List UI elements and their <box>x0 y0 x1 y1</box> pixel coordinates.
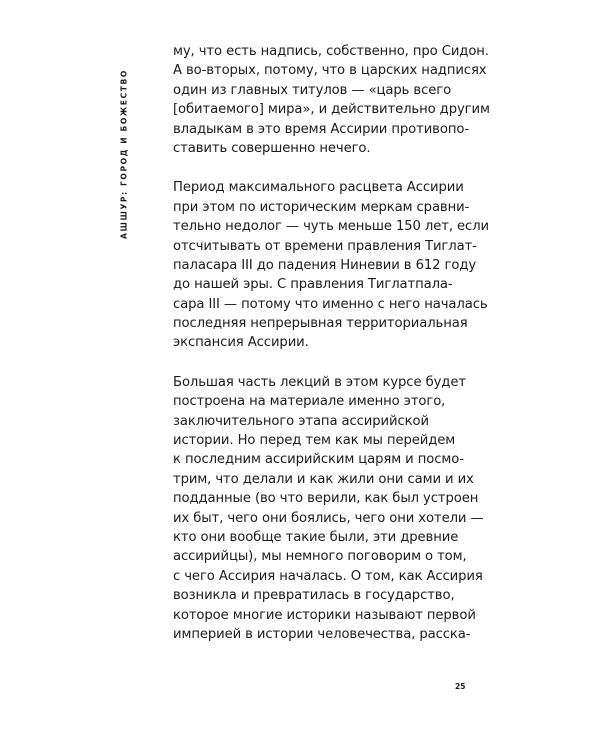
text-line: сара III — потому что именно с него началась <box>173 296 488 312</box>
text-line: [обитаемого] мира», и действительно другим <box>173 102 490 118</box>
text-line: империей в истории человечества, расска- <box>173 626 471 642</box>
text-line: трим, что делали и как жили они сами и их <box>173 471 474 487</box>
text-line: построена на материале именно этого, <box>173 394 446 410</box>
text-line: их быт, чего они боялись, чего они хотели — <box>173 510 484 526</box>
text-line: кто они вообще такие были, эти древние <box>173 529 459 545</box>
text-line: последняя непрерывная территориальная <box>173 316 468 332</box>
text-line: паласара III до падения Ниневии в 612 году <box>173 257 477 273</box>
text-line: с чего Ассирия началась. О том, как Ассирия <box>173 568 483 584</box>
text-line: возникла и превратилась в государство, <box>173 588 455 604</box>
text-line: отсчитывать от времени правления Тиглат- <box>173 238 477 254</box>
page-number: 25 <box>455 682 466 691</box>
text-line: Период максимального расцвета Ассирии <box>173 180 464 196</box>
body-text <box>173 42 493 664</box>
text-line: заключительного этапа ассирийской <box>173 413 429 429</box>
text-line: которое многие историки называют первой <box>173 607 476 623</box>
text-line: А во-вторых, потому, что в царских надписях <box>173 63 487 79</box>
text-line: му, что есть надпись, собственно, про Сидон. <box>173 44 489 59</box>
paragraph-3 <box>173 373 493 644</box>
paragraph-1 <box>173 42 493 158</box>
text-line: Большая часть лекций в этом курсе будет <box>173 374 466 390</box>
text-line: владыкам в это время Ассирии противопо- <box>173 121 469 137</box>
text-line: один из главных титулов — «царь всего <box>173 82 452 98</box>
paragraph-2 <box>173 178 493 353</box>
text-line: подданные (во что верили, как был устроен <box>173 491 479 507</box>
text-line: при этом по историческим меркам сравни- <box>173 199 470 215</box>
text-line: истории. Но перед тем как мы перейдем <box>173 433 456 449</box>
text-line: ассирийцы), мы немного поговорим о том, <box>173 549 467 565</box>
running-head: АШШУР: ГОРОД И БОЖЕСТВО <box>119 69 129 239</box>
text-line: ставить совершенно нечего. <box>173 140 371 156</box>
text-line: к последним ассирийским царям и посмо- <box>173 452 464 468</box>
text-line: до нашей эры. С правления Тиглатпала- <box>173 277 453 293</box>
text-line: тельно недолог — чуть меньше 150 лет, если <box>173 219 490 235</box>
text-line: экспансия Ассирии. <box>173 335 309 351</box>
